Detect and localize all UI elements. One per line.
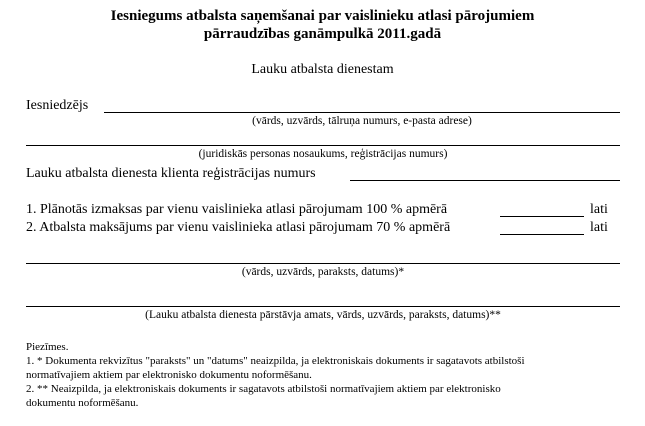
applicant-legal-hint: (juridiskās personas nosaukums, reģistrācijas numurs) bbox=[198, 148, 448, 160]
signature-hint: (vārds, uzvārds, paraksts, datums)* bbox=[241, 266, 405, 278]
notes-heading: Piezīmes. bbox=[26, 341, 69, 353]
document-title-line2: pārraudzības ganāmpulkā 2011.gadā bbox=[203, 26, 442, 42]
client-reg-field[interactable] bbox=[350, 180, 620, 181]
item-planned-cost-field[interactable] bbox=[500, 216, 584, 217]
recipient-heading: Lauku atbalsta dienestam bbox=[251, 62, 394, 77]
official-hint: (Lauku atbalsta dienesta pārstāvja amats, vārds, uzvārds, paraksts, datums)** bbox=[145, 309, 501, 321]
item-support-payment-field[interactable] bbox=[500, 234, 584, 235]
note-2-line2: dokumentu noformēšanu. bbox=[26, 397, 139, 409]
note-1-line2: normatīvajiem aktiem par elektronisko dokumentu noformēšanu. bbox=[26, 369, 312, 381]
applicant-legal-field[interactable] bbox=[26, 145, 620, 146]
applicant-person-field[interactable] bbox=[104, 112, 620, 113]
item-planned-cost-unit: lati bbox=[590, 202, 608, 217]
item-support-payment-label: 2. Atbalsta maksājums par vienu vaislinieka atlasi pārojumam 70 % apmērā bbox=[26, 220, 451, 235]
applicant-person-hint: (vārds, uzvārds, tālruņa numurs, e-pasta adrese) bbox=[252, 115, 472, 127]
note-2-line1: 2. ** Neaizpilda, ja elektroniskais dokuments ir sagatavots atbilstoši normatīvajiem aktiem par elektronisko bbox=[26, 383, 501, 395]
item-planned-cost-label: 1. Plānotās izmaksas par vienu vaislinieka atlasi pārojumam 100 % apmērā bbox=[26, 202, 448, 217]
note-1-line1: 1. * Dokumenta rekvizītus "paraksts" un "datums" neaizpilda, ja elektroniskais dokuments ir sagatavots atbilstoši bbox=[26, 355, 525, 367]
item-support-payment-unit: lati bbox=[590, 220, 608, 235]
official-field[interactable] bbox=[26, 306, 620, 307]
signature-field[interactable] bbox=[26, 263, 620, 264]
applicant-label: Iesniedzējs bbox=[26, 98, 89, 113]
document-title-line1: Iesniegums atbalsta saņemšanai par vaislinieku atlasi pārojumiem bbox=[110, 8, 535, 24]
client-reg-label: Lauku atbalsta dienesta klienta reģistrācijas numurs bbox=[26, 166, 316, 181]
